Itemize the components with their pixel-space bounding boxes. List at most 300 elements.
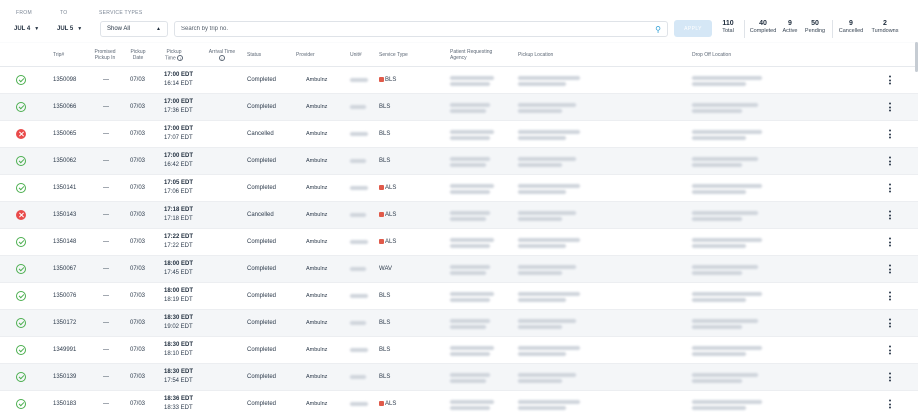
agency-redacted — [450, 211, 490, 215]
trip-number[interactable]: 1350183 — [53, 401, 77, 407]
pickup-date: 07/03 — [130, 185, 146, 191]
more-vertical-icon[interactable] — [888, 157, 892, 166]
more-vertical-icon[interactable] — [888, 103, 892, 112]
unit-redacted — [350, 78, 368, 82]
chevron-up-icon: ▲ — [156, 26, 161, 32]
ambulance-icon — [379, 239, 384, 244]
service-type — [379, 293, 390, 299]
promised-pickup: — — [103, 374, 109, 380]
stat-count: 50 — [811, 20, 819, 27]
unit-redacted — [350, 132, 368, 136]
agency-redacted — [450, 325, 486, 329]
unit-redacted — [350, 240, 368, 244]
check-circle-icon — [16, 102, 26, 112]
dropoff-location-redacted — [692, 136, 746, 140]
dropoff-location-redacted — [692, 346, 762, 350]
pickup-time — [164, 98, 193, 116]
table-row[interactable] — [0, 364, 918, 391]
more-vertical-icon[interactable] — [888, 373, 892, 382]
dropoff-location-redacted — [692, 379, 742, 383]
stat-pending — [803, 20, 827, 34]
col-pickup-location[interactable]: Pickup Location — [518, 52, 554, 58]
provider-name: Ambulnz — [306, 239, 328, 245]
trip-number[interactable]: 1350172 — [53, 320, 77, 326]
from-date-value: JUL 4 — [14, 26, 31, 32]
service-type — [379, 239, 396, 245]
pickup-date: 07/03 — [130, 104, 146, 110]
status-text: Completed — [247, 374, 277, 380]
dropoff-location-redacted — [692, 157, 758, 161]
dropoff-location-redacted — [692, 76, 762, 80]
stat-cancelled — [836, 20, 866, 34]
agency-redacted — [450, 406, 490, 410]
status-text: Completed — [247, 293, 277, 299]
search-icon[interactable]: ⚲ — [655, 24, 661, 34]
check-circle-icon — [16, 372, 26, 382]
table-row[interactable] — [0, 337, 918, 364]
promised-pickup: — — [103, 104, 109, 110]
promised-pickup: — — [103, 212, 109, 218]
unit-redacted — [350, 375, 366, 379]
agency-redacted — [450, 238, 494, 242]
service-type-label: BLS — [379, 374, 391, 380]
status-text: Cancelled — [247, 131, 274, 137]
pickup-time — [164, 260, 193, 278]
status-text: Completed — [247, 158, 277, 164]
service-type-label: BLS — [379, 158, 391, 164]
scheduled-time: 18:36 EDT — [164, 396, 194, 402]
check-circle-icon — [16, 237, 26, 247]
status-text: Completed — [247, 401, 277, 407]
status-text: Cancelled — [247, 212, 274, 218]
stat-total — [720, 20, 736, 34]
agency-redacted — [450, 109, 486, 113]
provider-name: Ambulnz — [306, 185, 328, 191]
scheduled-time: 17:05 EDT — [164, 180, 194, 186]
unit-redacted — [350, 294, 368, 298]
service-type — [379, 77, 396, 83]
pickup-location-redacted — [518, 346, 580, 350]
pickup-location-redacted — [518, 217, 562, 221]
info-icon[interactable]: i — [177, 55, 183, 61]
pickup-date: 07/03 — [130, 77, 146, 83]
service-type — [379, 104, 390, 110]
col-arrival-time-label: Arrival Time — [208, 49, 236, 55]
trip-number[interactable]: 1349991 — [53, 347, 77, 353]
stat-count: 2 — [883, 20, 887, 27]
col-promised[interactable]: Promised Pickup In — [94, 49, 116, 61]
table-row[interactable] — [0, 121, 918, 148]
dropoff-location-redacted — [692, 400, 762, 404]
stat-count: 40 — [759, 20, 767, 27]
check-circle-icon — [16, 264, 26, 274]
pickup-date: 07/03 — [130, 131, 146, 137]
dropoff-location-redacted — [692, 265, 758, 269]
service-type — [379, 347, 390, 353]
pickup-date: 07/03 — [130, 374, 146, 380]
pickup-location-redacted — [518, 379, 562, 383]
check-circle-icon — [16, 75, 26, 85]
pickup-date: 07/03 — [130, 320, 146, 326]
promised-pickup: — — [103, 77, 109, 83]
agency-redacted — [450, 400, 494, 404]
status-text: Completed — [247, 104, 277, 110]
to-date-select[interactable] — [57, 21, 82, 37]
agency-redacted — [450, 346, 494, 350]
pickup-location-redacted — [518, 184, 580, 188]
more-vertical-icon[interactable] — [888, 292, 892, 301]
trip-number[interactable]: 1350148 — [53, 239, 77, 245]
col-agency[interactable]: Patient Requesting Agency — [450, 49, 493, 61]
col-pickup-time[interactable] — [163, 49, 185, 61]
table-header — [0, 43, 918, 67]
status-text: Completed — [247, 239, 277, 245]
pickup-date: 07/03 — [130, 212, 146, 218]
provider-name: Ambulnz — [306, 347, 328, 353]
pickup-location-redacted — [518, 76, 580, 80]
info-icon[interactable]: i — [219, 55, 225, 61]
stat-label: Pending — [804, 28, 826, 34]
promised-pickup: — — [103, 185, 109, 191]
scheduled-time: 17:00 EDT — [164, 72, 194, 78]
trip-number[interactable]: 1350067 — [53, 266, 77, 272]
service-type-label: BLS — [379, 320, 391, 326]
pickup-location-redacted — [518, 211, 576, 215]
service-type-value: Show All — [107, 26, 131, 32]
pickup-time — [164, 368, 193, 386]
dropoff-location-redacted — [692, 217, 742, 221]
unit-redacted — [350, 348, 368, 352]
search-input[interactable] — [181, 26, 641, 32]
actual-time: 19:02 EDT — [164, 324, 193, 330]
service-type-label: ALS — [385, 212, 397, 219]
pickup-date: 07/03 — [130, 266, 146, 272]
check-circle-icon — [16, 399, 26, 409]
status-text: Completed — [247, 266, 277, 272]
actual-time: 17:07 EDT — [164, 135, 193, 141]
stat-label: Active — [782, 28, 798, 34]
actual-time: 18:19 EDT — [164, 297, 193, 303]
service-types-label: SERVICE TYPES — [99, 10, 143, 16]
pickup-location-redacted — [518, 292, 580, 296]
check-circle-icon — [16, 156, 26, 166]
agency-redacted — [450, 190, 490, 194]
ambulance-icon — [379, 77, 384, 82]
table-row[interactable] — [0, 256, 918, 283]
status-text: Completed — [247, 320, 277, 326]
stat-label: Turndowns — [871, 28, 899, 34]
table-row[interactable] — [0, 67, 918, 94]
agency-redacted — [450, 157, 490, 161]
table-row[interactable] — [0, 175, 918, 202]
dropoff-location-redacted — [692, 319, 758, 323]
service-type-label: BLS — [379, 131, 391, 137]
agency-redacted — [450, 271, 486, 275]
service-type-label: ALS — [385, 185, 397, 192]
pickup-date: 07/03 — [130, 239, 146, 245]
provider-name: Ambulnz — [306, 320, 328, 326]
table-row[interactable] — [0, 283, 918, 310]
actual-time: 17:54 EDT — [164, 378, 193, 384]
pickup-location-redacted — [518, 244, 566, 248]
pickup-location-redacted — [518, 82, 566, 86]
dropoff-location-redacted — [692, 298, 746, 302]
more-vertical-icon[interactable] — [888, 346, 892, 355]
promised-pickup: — — [103, 293, 109, 299]
x-circle-icon — [16, 129, 26, 139]
to-date-value: JUL 5 — [57, 26, 74, 32]
apply-button[interactable]: APPLY — [674, 20, 712, 37]
pickup-time — [164, 233, 193, 251]
service-type — [379, 401, 396, 407]
trip-number[interactable]: 1350141 — [53, 185, 77, 191]
more-vertical-icon[interactable] — [888, 184, 892, 193]
unit-redacted — [350, 186, 368, 190]
ambulance-icon — [379, 212, 384, 217]
agency-redacted — [450, 163, 486, 167]
stat-count: 110 — [722, 20, 734, 27]
pickup-location-redacted — [518, 352, 566, 356]
pickup-time — [164, 395, 193, 413]
scheduled-time: 18:30 EDT — [164, 315, 194, 321]
agency-redacted — [450, 184, 494, 188]
ambulance-icon — [379, 185, 384, 190]
dropoff-location-redacted — [692, 352, 746, 356]
promised-pickup: — — [103, 320, 109, 326]
trip-number[interactable]: 1350066 — [53, 104, 77, 110]
agency-redacted — [450, 103, 490, 107]
service-type — [379, 158, 390, 164]
more-vertical-icon[interactable] — [888, 130, 892, 139]
dropoff-location-redacted — [692, 238, 762, 242]
unit-redacted — [350, 159, 366, 163]
pickup-location-redacted — [518, 190, 566, 194]
unit-redacted — [350, 213, 366, 217]
service-type-label: BLS — [379, 293, 391, 299]
trip-number[interactable]: 1350139 — [53, 374, 77, 380]
pickup-time — [164, 206, 193, 224]
pickup-location-redacted — [518, 130, 580, 134]
service-type-label: WAV — [379, 266, 392, 272]
pickup-date: 07/03 — [130, 293, 146, 299]
col-pickup-time-label: Pickup Time — [164, 49, 182, 62]
scheduled-time: 17:00 EDT — [164, 99, 194, 105]
stat-completed — [747, 20, 779, 34]
agency-redacted — [450, 136, 490, 140]
pickup-time — [164, 125, 193, 143]
dropoff-location-redacted — [692, 184, 762, 188]
service-type — [379, 266, 392, 272]
stat-label: Total — [722, 28, 734, 34]
more-vertical-icon[interactable] — [888, 238, 892, 247]
agency-redacted — [450, 298, 490, 302]
pickup-location-redacted — [518, 271, 562, 275]
dropoff-location-redacted — [692, 190, 746, 194]
service-type — [379, 212, 396, 218]
status-text: Completed — [247, 77, 277, 83]
agency-redacted — [450, 244, 490, 248]
provider-name: Ambulnz — [306, 212, 328, 218]
table-row[interactable] — [0, 202, 918, 229]
more-vertical-icon[interactable] — [888, 319, 892, 328]
dropoff-location-redacted — [692, 103, 758, 107]
service-type-label: BLS — [379, 347, 391, 353]
pickup-location-redacted — [518, 265, 576, 269]
trip-number[interactable]: 1350065 — [53, 131, 77, 137]
provider-name: Ambulnz — [306, 293, 328, 299]
pickup-location-redacted — [518, 298, 566, 302]
trip-number[interactable]: 1350098 — [53, 77, 77, 83]
dropoff-location-redacted — [692, 82, 746, 86]
to-label: TO — [60, 10, 68, 16]
service-type-label: BLS — [385, 77, 397, 84]
agency-redacted — [450, 319, 490, 323]
pickup-location-redacted — [518, 136, 566, 140]
provider-name: Ambulnz — [306, 131, 328, 137]
col-arrival-time[interactable] — [207, 49, 237, 61]
promised-pickup: — — [103, 347, 109, 353]
service-type — [379, 374, 390, 380]
dropoff-location-redacted — [692, 130, 762, 134]
col-pickup-date[interactable]: Pickup Date — [130, 49, 146, 61]
pickup-date: 07/03 — [130, 401, 146, 407]
dropoff-location-redacted — [692, 109, 742, 113]
pickup-location-redacted — [518, 238, 580, 242]
actual-time: 17:06 EDT — [164, 189, 193, 195]
actual-time: 18:10 EDT — [164, 351, 193, 357]
pickup-location-redacted — [518, 325, 562, 329]
scheduled-time: 17:00 EDT — [164, 126, 194, 132]
check-circle-icon — [16, 291, 26, 301]
scheduled-time: 18:00 EDT — [164, 261, 194, 267]
pickup-location-redacted — [518, 109, 562, 113]
more-vertical-icon[interactable] — [888, 76, 892, 85]
agency-redacted — [450, 82, 490, 86]
dropoff-location-redacted — [692, 211, 758, 215]
divider — [832, 20, 833, 38]
actual-time: 17:22 EDT — [164, 243, 193, 249]
pickup-date: 07/03 — [130, 347, 146, 353]
service-type — [379, 131, 390, 137]
table-row[interactable] — [0, 94, 918, 121]
pickup-location-redacted — [518, 373, 576, 377]
agency-redacted — [450, 373, 490, 377]
provider-name: Ambulnz — [306, 77, 328, 83]
provider-name: Ambulnz — [306, 158, 328, 164]
pickup-location-redacted — [518, 163, 562, 167]
table-row[interactable] — [0, 310, 918, 337]
stat-label: Completed — [749, 28, 777, 34]
scheduled-time: 17:18 EDT — [164, 207, 194, 213]
check-circle-icon — [16, 183, 26, 193]
actual-time: 16:14 EDT — [164, 81, 193, 87]
promised-pickup: — — [103, 131, 109, 137]
scheduled-time: 17:00 EDT — [164, 153, 194, 159]
service-type — [379, 185, 396, 191]
pickup-location-redacted — [518, 406, 566, 410]
pickup-date: 07/03 — [130, 158, 146, 164]
unit-redacted — [350, 321, 366, 325]
trip-number[interactable]: 1350076 — [53, 293, 77, 299]
trip-number[interactable]: 1350062 — [53, 158, 77, 164]
actual-time: 18:33 EDT — [164, 405, 193, 411]
agency-redacted — [450, 130, 494, 134]
chevron-down-icon: ▼ — [34, 26, 40, 32]
pickup-location-redacted — [518, 319, 576, 323]
col-service-type[interactable]: Service Type — [379, 52, 408, 58]
service-type-label: ALS — [385, 239, 397, 246]
more-vertical-icon[interactable] — [888, 400, 892, 409]
stat-label: Cancelled — [838, 28, 864, 34]
agency-redacted — [450, 265, 490, 269]
unit-redacted — [350, 105, 366, 109]
actual-time: 16:42 EDT — [164, 162, 193, 168]
pickup-time — [164, 71, 193, 89]
scheduled-time: 18:30 EDT — [164, 369, 194, 375]
col-dropoff-location[interactable]: Drop Off Location — [692, 52, 732, 58]
promised-pickup: — — [103, 158, 109, 164]
actual-time: 17:36 EDT — [164, 108, 193, 114]
col-trip[interactable]: Trip# — [53, 52, 65, 58]
col-status[interactable]: Status — [247, 52, 262, 58]
scheduled-time: 18:00 EDT — [164, 288, 194, 294]
service-type-select[interactable] — [100, 21, 168, 37]
table-row[interactable] — [0, 229, 918, 256]
agency-redacted — [450, 76, 494, 80]
stat-turndowns — [868, 20, 902, 34]
promised-pickup: — — [103, 266, 109, 272]
provider-name: Ambulnz — [306, 401, 328, 407]
status-text: Completed — [247, 347, 277, 353]
trip-number[interactable]: 1350143 — [53, 212, 77, 218]
stat-active — [780, 20, 800, 34]
actual-time: 17:18 EDT — [164, 216, 193, 222]
more-vertical-icon[interactable] — [888, 211, 892, 220]
col-unit[interactable]: Unit# — [350, 52, 362, 58]
stat-count: 9 — [849, 20, 853, 27]
col-provider[interactable]: Provider — [296, 52, 315, 58]
pickup-time — [164, 314, 193, 332]
status-text: Completed — [247, 185, 277, 191]
check-circle-icon — [16, 318, 26, 328]
provider-name: Ambulnz — [306, 104, 328, 110]
promised-pickup: — — [103, 401, 109, 407]
dropoff-location-redacted — [692, 406, 746, 410]
unit-redacted — [350, 267, 366, 271]
scheduled-time: 17:22 EDT — [164, 234, 194, 240]
provider-name: Ambulnz — [306, 374, 328, 380]
agency-redacted — [450, 217, 486, 221]
from-date-select[interactable] — [14, 21, 39, 37]
from-label: FROM — [16, 10, 32, 16]
agency-redacted — [450, 379, 486, 383]
service-type — [379, 320, 390, 326]
table-row[interactable] — [0, 391, 918, 417]
scheduled-time: 18:30 EDT — [164, 342, 194, 348]
provider-name: Ambulnz — [306, 266, 328, 272]
table-row[interactable] — [0, 148, 918, 175]
actual-time: 17:45 EDT — [164, 270, 193, 276]
divider — [744, 20, 745, 38]
dropoff-location-redacted — [692, 325, 742, 329]
pickup-location-redacted — [518, 103, 576, 107]
more-vertical-icon[interactable] — [888, 265, 892, 274]
x-circle-icon — [16, 210, 26, 220]
search-box — [174, 21, 668, 37]
pickup-time — [164, 341, 193, 359]
filter-bar — [0, 0, 918, 42]
dropoff-location-redacted — [692, 163, 742, 167]
